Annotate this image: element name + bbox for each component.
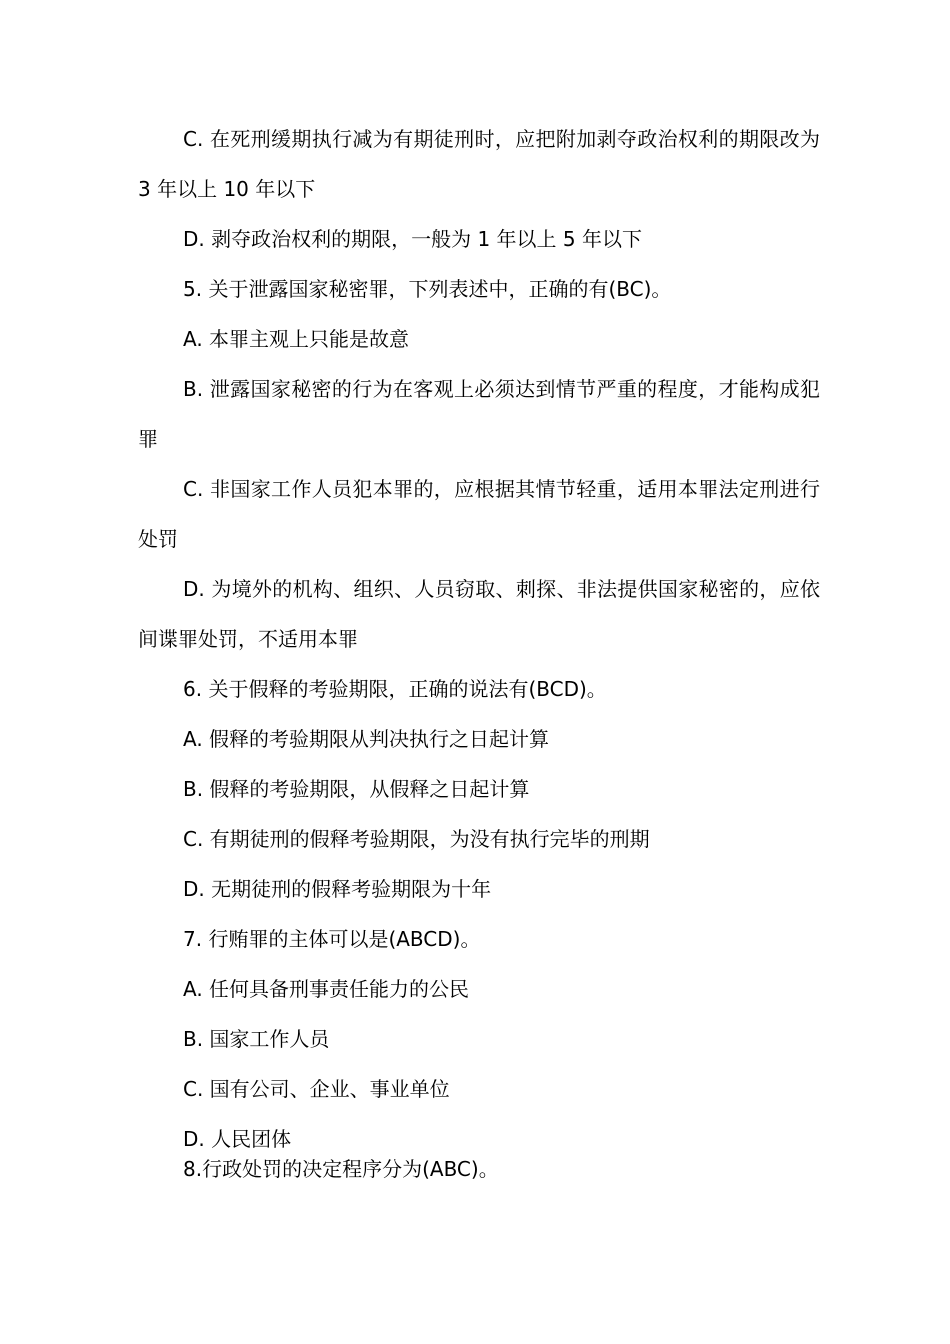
paragraph-option-d-deprivation-term: D. 剥夺政治权利的期限，一般为 1 年以上 5 年以下: [183, 227, 642, 251]
question-6-option-c: C. 有期徒刑的假释考验期限，为没有执行完毕的刑期: [183, 827, 650, 851]
question-8: 8.行政处罚的决定程序分为(ABC)。: [183, 1157, 499, 1181]
question-6-option-a: A. 假释的考验期限从判决执行之日起计算: [183, 727, 550, 751]
question-7-option-d: D. 人民团体: [183, 1127, 292, 1151]
question-6: 6. 关于假释的考验期限，正确的说法有(BCD)。: [183, 677, 607, 701]
question-5-option-a: A. 本罪主观上只能是故意: [183, 327, 410, 351]
question-5: 5. 关于泄露国家秘密罪，下列表述中，正确的有(BC)。: [183, 277, 672, 301]
question-5-option-c: C. 非国家工作人员犯本罪的，应根据其情节轻重，适用本罪法定刑进行处罚: [138, 477, 820, 551]
question-6-option-d: D. 无期徒刑的假释考验期限为十年: [183, 877, 492, 901]
question-7-option-c: C. 国有公司、企业、事业单位: [183, 1077, 450, 1101]
question-5-option-b: B. 泄露国家秘密的行为在客观上必须达到情节严重的程度，才能构成犯罪: [138, 377, 820, 451]
question-5-option-d: D. 为境外的机构、组织、人员窃取、刺探、非法提供国家秘密的，应依间谍罪处罚，不适用本罪: [138, 577, 820, 651]
question-7-option-b: B. 国家工作人员: [183, 1027, 330, 1051]
question-7: 7. 行贿罪的主体可以是(ABCD)。: [183, 927, 481, 951]
question-7-option-a: A. 任何具备刑事责任能力的公民: [183, 977, 470, 1001]
paragraph-option-c-death-penalty: C. 在死刑缓期执行减为有期徒刑时，应把附加剥夺政治权利的期限改为 3 年以上 10 年以下: [138, 127, 820, 201]
question-6-option-b: B. 假释的考验期限，从假释之日起计算: [183, 777, 530, 801]
